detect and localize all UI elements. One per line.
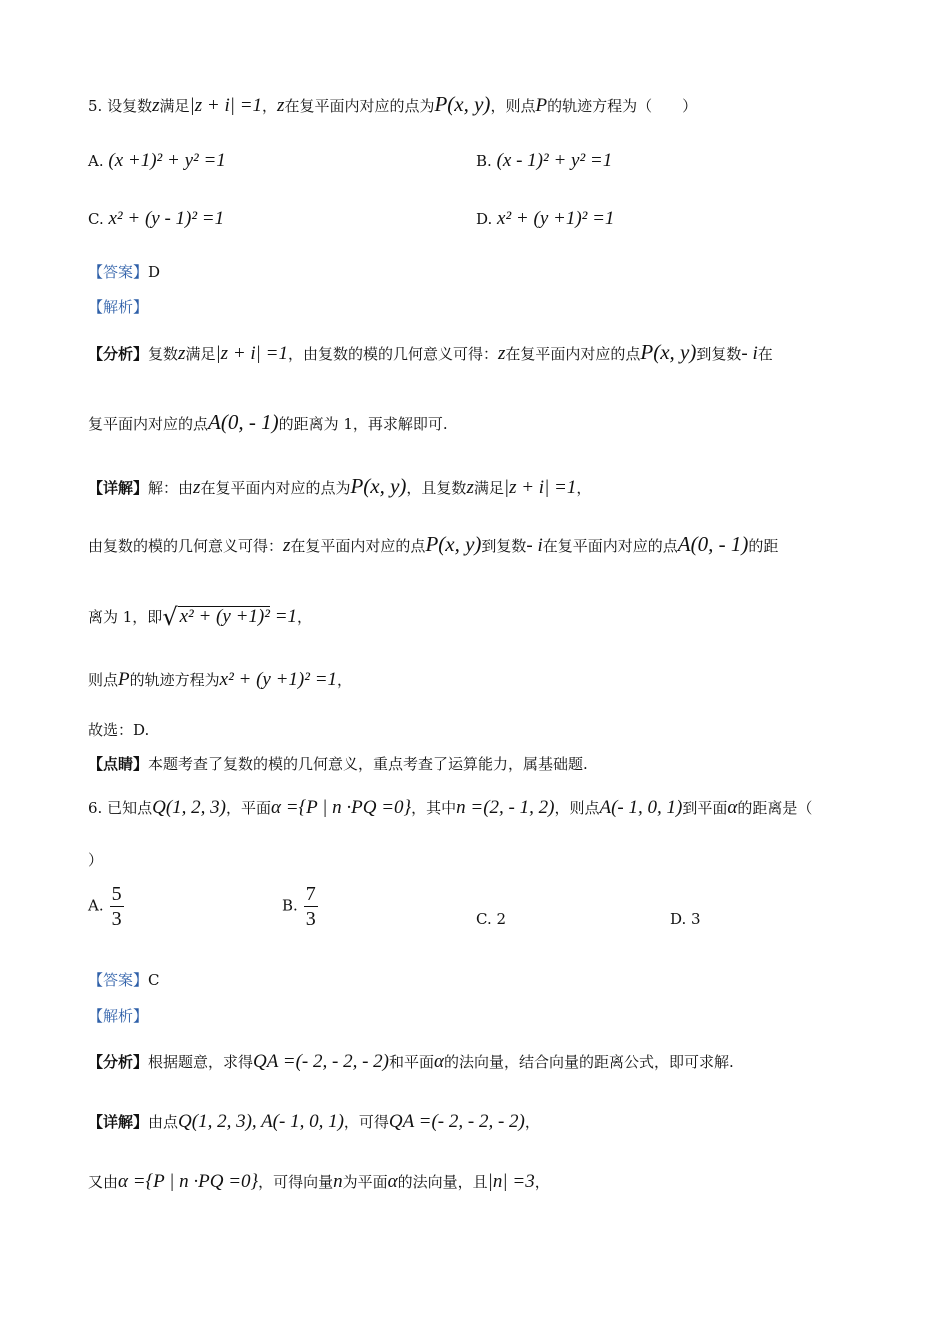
q5-analysis-heading: 【解析】: [88, 298, 149, 316]
q6-option-a: A. $\frac{5}{3}$: [88, 883, 122, 930]
q6-stem-end: ）: [88, 851, 104, 869]
q5-option-a: A. (x +1)² + y² =1: [88, 150, 226, 171]
q6-answer: 【答案】C: [88, 971, 160, 989]
q6-option-d: D. 3: [670, 910, 701, 928]
q5-option-d: D. x² + (y +1)² =1: [476, 208, 615, 229]
q5-dianjing: 【点睛】本题考查了复数的模的几何意义，重点考查了运算能力，属基础题.: [88, 755, 588, 773]
sqrt-expression: x² + (y +1)²: [179, 606, 270, 627]
q5-xiangjie-line4: 则点P的轨迹方程为x² + (y +1)² =1，: [88, 669, 353, 690]
q6-xiangjie-line1: 【详解】由点Q(1, 2, 3), A(- 1, 0, 1)，可得QA =(- 2, - 2, - 2)，: [88, 1111, 540, 1132]
fraction: $\frac{7}{3}$: [305, 883, 316, 930]
q5-xiangjie-line3: 离为 1，即√ x² + (y +1)² =1，: [88, 603, 313, 631]
q5-xiangjie-conclusion: 故选：D.: [88, 721, 150, 739]
q5-xiangjie-line1: 【详解】解：由z在复平面内对应的点为P(x, y)，且复数z满足|z + i| =1，: [88, 474, 592, 498]
q6-analysis-heading: 【解析】: [88, 1007, 149, 1025]
q5-fenxi-line2: 复平面内对应的点A(0, - 1)的距离为 1，再求解即可.: [88, 410, 448, 434]
q5-stem: 5. 设复数z满足|z + i| =1，z在复平面内对应的点为P(x, y)，则点P的轨迹方程为（ ）: [88, 92, 698, 116]
q5-xiangjie-line2: 由复数的模的几何意义可得：z在复平面内对应的点P(x, y)到复数- i在复平面内对应的点A(0, - 1)的距: [88, 532, 779, 556]
q5-answer: 【答案】D: [88, 263, 161, 281]
q5-option-c: C. x² + (y - 1)² =1: [88, 208, 225, 229]
q6-option-c: C. 2: [476, 910, 507, 928]
q5-fenxi-line1: 【分析】复数z满足|z + i| =1，由复数的模的几何意义可得：z在复平面内对应的点P(x, y)到复数- i在: [88, 340, 773, 364]
q6-fenxi: 【分析】根据题意，求得QA =(- 2, - 2, - 2)和平面α的法向量，结合向量的距离公式，即可求解.: [88, 1051, 734, 1072]
q6-xiangjie-line2: 又由α ={P | n ·PQ =0}，可得向量n为平面α的法向量，且|n| =3，: [88, 1171, 550, 1192]
fraction: $\frac{5}{3}$: [111, 883, 122, 930]
q5-option-b: B. (x - 1)² + y² =1: [476, 150, 613, 171]
q6-stem: 6. 已知点Q(1, 2, 3)，平面α ={P | n ·PQ =0}，其中n =(2, - 1, 2)，则点A(- 1, 0, 1)到平面α的距离是（: [88, 797, 813, 818]
q6-option-b: B. $\frac{7}{3}$: [282, 883, 316, 930]
